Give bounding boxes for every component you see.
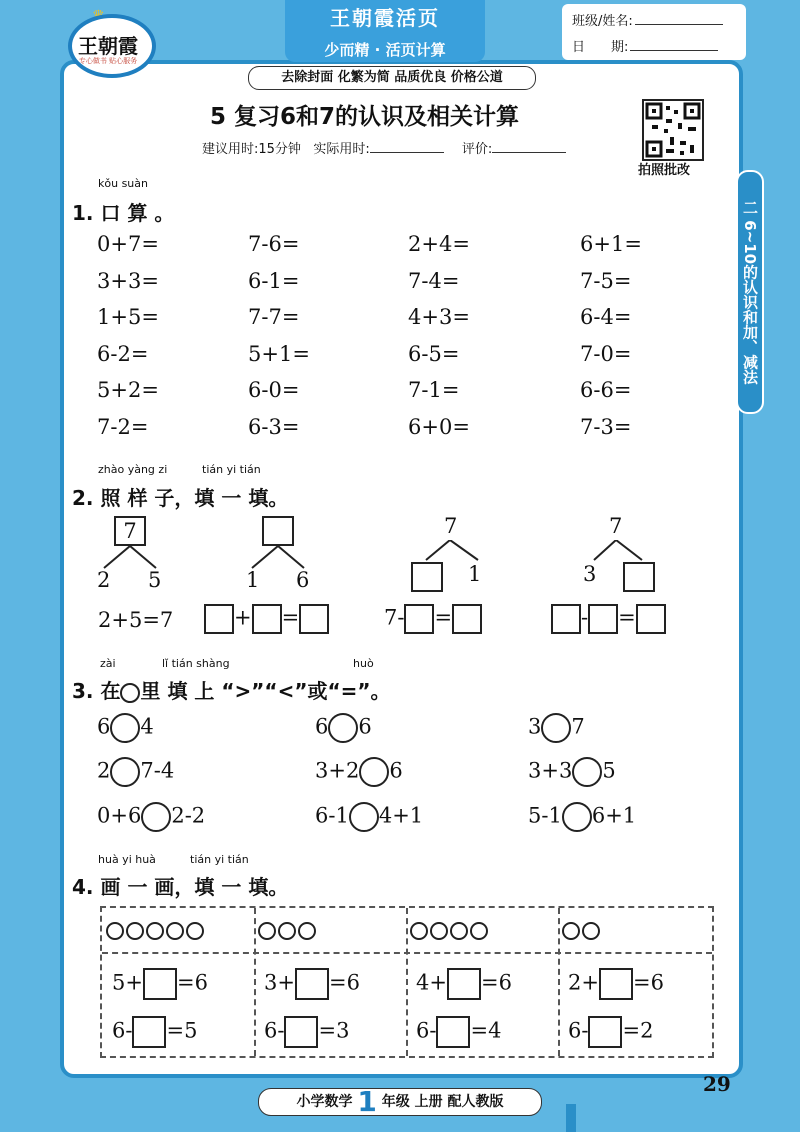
- footer-subject: 小学数学: [296, 1094, 353, 1110]
- q4-equation: 2+ =6: [568, 968, 664, 1000]
- example-equation: 2+5=7: [98, 608, 174, 632]
- q3-pinyin-1: zài: [100, 657, 116, 670]
- q1-expression: 6-5=: [408, 341, 460, 366]
- answer-box[interactable]: [452, 604, 482, 634]
- q1-expression: 7-0=: [580, 341, 632, 366]
- tree2-branch: [244, 546, 314, 570]
- rating-label: 评价:: [461, 142, 493, 157]
- q1-expression: 6-6=: [580, 378, 632, 402]
- date-label: 日 期:: [572, 40, 629, 55]
- table-divider: [254, 908, 256, 1056]
- tree1-left: 2: [97, 568, 111, 592]
- page-title: 5 复习6和7的认识及相关计算: [210, 104, 520, 130]
- q1-expression: 7-1=: [408, 378, 460, 402]
- tree3-equation: 7- =: [384, 604, 482, 634]
- brand-title: 王朝霞活页: [330, 6, 440, 30]
- tree1-right: 5: [148, 568, 162, 592]
- tree4-left: 3: [583, 562, 597, 586]
- circle-group: [562, 918, 602, 943]
- circle-icon: [430, 922, 448, 940]
- suggested-time: 建议用时:15分钟: [202, 142, 301, 157]
- q1-pinyin: kǒu suàn: [98, 177, 148, 190]
- circle-icon: [582, 922, 600, 940]
- rating-field[interactable]: [492, 152, 566, 153]
- q4-equation: 5+ =6: [112, 968, 208, 1000]
- compare-circle[interactable]: [541, 713, 571, 743]
- date-field[interactable]: [630, 50, 718, 51]
- q4-equation: 6- =5: [112, 1016, 197, 1048]
- answer-box[interactable]: [252, 604, 282, 634]
- circle-icon: [106, 922, 124, 940]
- compare-circle[interactable]: [328, 713, 358, 743]
- q1-expression: 6-0=: [248, 378, 300, 402]
- tree3-top: 7: [444, 514, 458, 538]
- q3-comparison: 3+2 6: [315, 757, 403, 787]
- q4-equation: 6- =2: [568, 1016, 653, 1048]
- q3-comparison: 6 6: [315, 713, 372, 743]
- compare-circle[interactable]: [110, 713, 140, 743]
- q4-pinyin-1: huà yi huà: [98, 853, 156, 866]
- class-name-label: 班级/姓名:: [572, 14, 633, 29]
- q1-expression: 7-4=: [408, 268, 460, 293]
- tree3-left-box[interactable]: [411, 562, 443, 592]
- tree1-top: 7: [114, 516, 146, 546]
- circle-icon: [410, 922, 428, 940]
- q3-pinyin-3: huò: [353, 657, 374, 670]
- tree2-equation: + =: [204, 604, 329, 634]
- tree2-right: 6: [296, 568, 310, 592]
- answer-box[interactable]: [436, 1016, 470, 1048]
- circle-icon: [126, 922, 144, 940]
- q4-equation: 6- =4: [416, 1016, 501, 1048]
- circle-icon: [450, 922, 468, 940]
- circle-icon: [166, 922, 184, 940]
- compare-circle[interactable]: [359, 757, 389, 787]
- footer-banner: [258, 1085, 542, 1118]
- answer-box[interactable]: [299, 604, 329, 634]
- answer-box[interactable]: [143, 968, 177, 1000]
- q1-expression: 6-1=: [248, 268, 300, 293]
- q4-equation: 4+ =6: [416, 968, 512, 1000]
- q1-expression: 7-5=: [580, 268, 632, 293]
- q3-comparison: 5-1 6+1: [528, 802, 636, 832]
- answer-box[interactable]: [636, 604, 666, 634]
- q1-expression: 5+1=: [248, 341, 310, 366]
- q3-title: 3. 在 里 填 上 “>”“<”或“=”。: [72, 679, 391, 703]
- circle-icon: [562, 922, 580, 940]
- logo-subtext: 专心做书 贴心服务: [78, 57, 138, 65]
- answer-box[interactable]: [404, 604, 434, 634]
- q3-comparison: 6 4: [97, 713, 154, 743]
- q1-expression: 6-3=: [248, 414, 300, 439]
- actual-time-label: 实际用时:: [313, 142, 370, 157]
- tree4-equation: - =: [551, 604, 666, 634]
- q3-comparison: 0+6 2-2: [97, 802, 205, 832]
- draw-fill-table: [100, 906, 714, 1058]
- class-name-field[interactable]: [635, 24, 723, 25]
- q1-expression: 6+0=: [408, 414, 470, 439]
- compare-circle[interactable]: [110, 757, 140, 787]
- circle-icon: [470, 922, 488, 940]
- student-info-box: [562, 4, 746, 60]
- answer-box[interactable]: [599, 968, 633, 1000]
- tree1-branch: [96, 546, 166, 570]
- qr-label: 拍照批改: [638, 163, 691, 178]
- answer-box[interactable]: [132, 1016, 166, 1048]
- slogan-banner: 去除封面 化繁为简 品质优良 价格公道: [248, 66, 536, 90]
- q4-equation: 6- =3: [264, 1016, 349, 1048]
- footer-grade-number: 1: [357, 1085, 377, 1118]
- answer-box[interactable]: [284, 1016, 318, 1048]
- circle-group: [258, 918, 318, 943]
- answer-box[interactable]: [588, 1016, 622, 1048]
- answer-box[interactable]: [447, 968, 481, 1000]
- answer-box[interactable]: [588, 604, 618, 634]
- q3-comparison: 2 7-4: [97, 757, 174, 787]
- table-divider: [406, 908, 408, 1056]
- compare-circle[interactable]: [572, 757, 602, 787]
- q2-pinyin-2: tián yi tián: [202, 463, 261, 476]
- q1-expression: 6-2=: [97, 341, 149, 366]
- compare-circle[interactable]: [349, 802, 379, 832]
- circle-group: [106, 918, 206, 943]
- q2-pinyin-1: zhào yàng zi: [98, 463, 168, 476]
- tree4-branch: [588, 540, 658, 562]
- qr-code-icon[interactable]: [642, 99, 704, 161]
- q4-equation: 3+ =6: [264, 968, 360, 1000]
- compare-circle[interactable]: [562, 802, 592, 832]
- tree4-top: 7: [609, 514, 623, 538]
- circle-icon: [146, 922, 164, 940]
- unit-side-tab: 二 6~10的认识和加、减法: [736, 170, 764, 414]
- q1-expression: 0+7=: [97, 232, 159, 256]
- brand-banner: [285, 0, 485, 62]
- circle-group: [410, 918, 490, 943]
- q1-expression: 4+3=: [408, 305, 470, 329]
- circle-icon: [258, 922, 276, 940]
- q1-expression: 5+2=: [97, 378, 159, 402]
- q3-comparison: 3+3 5: [528, 757, 616, 787]
- tree3-branch: [420, 540, 490, 562]
- q3-comparison: 6-1 4+1: [315, 802, 423, 832]
- logo-text: 王朝霞: [78, 34, 138, 58]
- q1-expression: 7-2=: [97, 414, 149, 439]
- answer-box[interactable]: [295, 968, 329, 1000]
- q1-expression: 1+5=: [97, 305, 159, 329]
- q1-title: 1. 口 算 。: [72, 201, 175, 225]
- q1-expression: 3+3=: [97, 268, 159, 293]
- q4-pinyin-2: tián yi tián: [190, 853, 249, 866]
- time-info: [202, 138, 580, 157]
- answer-box[interactable]: [551, 604, 581, 634]
- q3-pinyin-2: lǐ tián shàng: [162, 657, 230, 670]
- q1-expression: 7-3=: [580, 414, 632, 439]
- q1-expression: 2+4=: [408, 232, 470, 256]
- q1-expression: 7-6=: [248, 232, 300, 256]
- table-divider: [558, 908, 560, 1056]
- tree3-right: 1: [468, 562, 482, 586]
- page-number: 29: [703, 1072, 731, 1096]
- q4-title: 4. 画 一 画，填 一 填。: [72, 875, 289, 899]
- table-divider: [102, 952, 712, 954]
- tree2-left: 1: [246, 568, 260, 592]
- actual-time-field[interactable]: [370, 152, 444, 153]
- q3-comparison: 3 7: [528, 713, 585, 743]
- q1-expression: 6+1=: [580, 232, 642, 256]
- compare-circle[interactable]: [141, 802, 171, 832]
- answer-box[interactable]: [204, 604, 234, 634]
- circle-icon: [186, 922, 204, 940]
- q1-expression: 6-4=: [580, 305, 632, 329]
- publisher-logo: [62, 8, 154, 74]
- brand-subtitle: 少而精 · 活页计算: [324, 41, 446, 59]
- circle-icon: [298, 922, 316, 940]
- binding-strip: [566, 1104, 576, 1132]
- q2-title: 2. 照 样 子，填 一 填。: [72, 486, 289, 510]
- footer-grade-text: 年级 上册 配人教版: [381, 1094, 504, 1110]
- q1-expression: 7-7=: [248, 305, 300, 329]
- tree2-top-box[interactable]: [262, 516, 294, 546]
- circle-icon: [278, 922, 296, 940]
- tree4-right-box[interactable]: [623, 562, 655, 592]
- circle-icon: [120, 683, 140, 703]
